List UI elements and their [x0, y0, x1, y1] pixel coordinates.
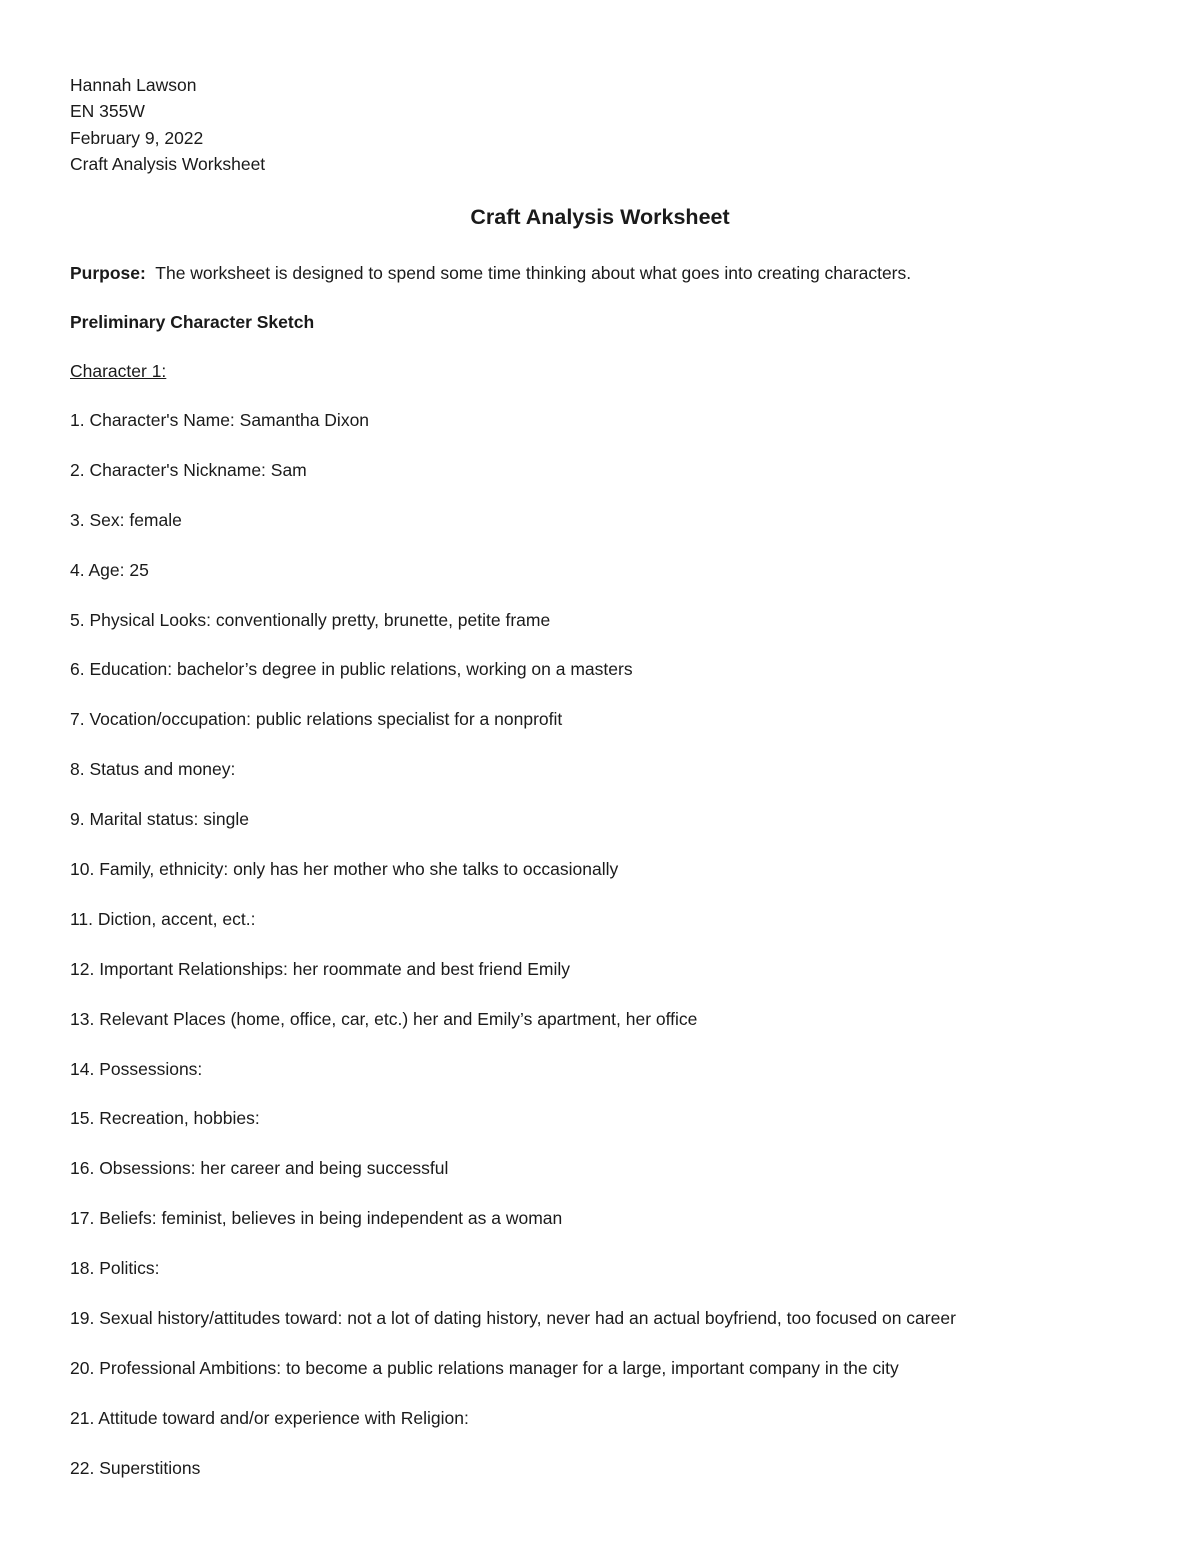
- list-item: 8. Status and money:: [70, 759, 236, 780]
- course-code: EN 355W: [70, 101, 145, 122]
- list-item: 6. Education: bachelor’s degree in public relations, working on a masters: [70, 659, 633, 680]
- document-date: February 9, 2022: [70, 127, 204, 148]
- list-item: 21. Attitude toward and/or experience with Religion:: [70, 1407, 469, 1428]
- character-sketch-list: [70, 407, 956, 1505]
- list-item: 18. Politics:: [70, 1258, 160, 1279]
- list-item: 15. Recreation, hobbies:: [70, 1108, 260, 1129]
- character-label: Character 1:: [70, 361, 167, 381]
- purpose-label: Purpose:: [70, 263, 146, 283]
- list-item: 9. Marital status: single: [70, 809, 249, 830]
- assignment-name: Craft Analysis Worksheet: [70, 153, 266, 174]
- document-header: [70, 72, 265, 177]
- list-item: 4. Age: 25: [70, 559, 149, 580]
- purpose-statement: [70, 260, 911, 286]
- list-item: 2. Character's Nickname: Sam: [70, 459, 307, 480]
- list-item: 22. Superstitions: [70, 1457, 201, 1478]
- list-item: 12. Important Relationships: her roommate and best friend Emily: [70, 958, 570, 979]
- list-item: 19. Sexual history/attitudes toward: not a lot of dating history, never had an actual boyfriend, too focused on career: [70, 1308, 956, 1329]
- list-item: 1. Character's Name: Samantha Dixon: [70, 410, 370, 430]
- list-item: 16. Obsessions: her career and being successful: [70, 1158, 449, 1179]
- list-item: 7. Vocation/occupation: public relations specialist for a nonprofit: [70, 709, 563, 730]
- author-name: Hannah Lawson: [70, 75, 197, 95]
- list-item: 14. Possessions:: [70, 1058, 203, 1079]
- purpose-text: The worksheet is designed to spend some time thinking about what goes into creating characters.: [155, 263, 912, 283]
- list-item: 11. Diction, accent, ect.:: [70, 908, 256, 929]
- list-item: 17. Beliefs: feminist, believes in being independent as a woman: [70, 1208, 563, 1229]
- list-item: 3. Sex: female: [70, 509, 182, 530]
- list-item: 10. Family, ethnicity: only has her mother who she talks to occasionally: [70, 859, 619, 880]
- document-title: Craft Analysis Worksheet: [470, 205, 730, 229]
- list-item: 13. Relevant Places (home, office, car, etc.) her and Emily’s apartment, her office: [70, 1008, 698, 1029]
- section-heading: Preliminary Character Sketch: [70, 312, 315, 332]
- list-item: 20. Professional Ambitions: to become a public relations manager for a large, important company in the city: [70, 1357, 899, 1378]
- list-item: 5. Physical Looks: conventionally pretty, brunette, petite frame: [70, 609, 551, 630]
